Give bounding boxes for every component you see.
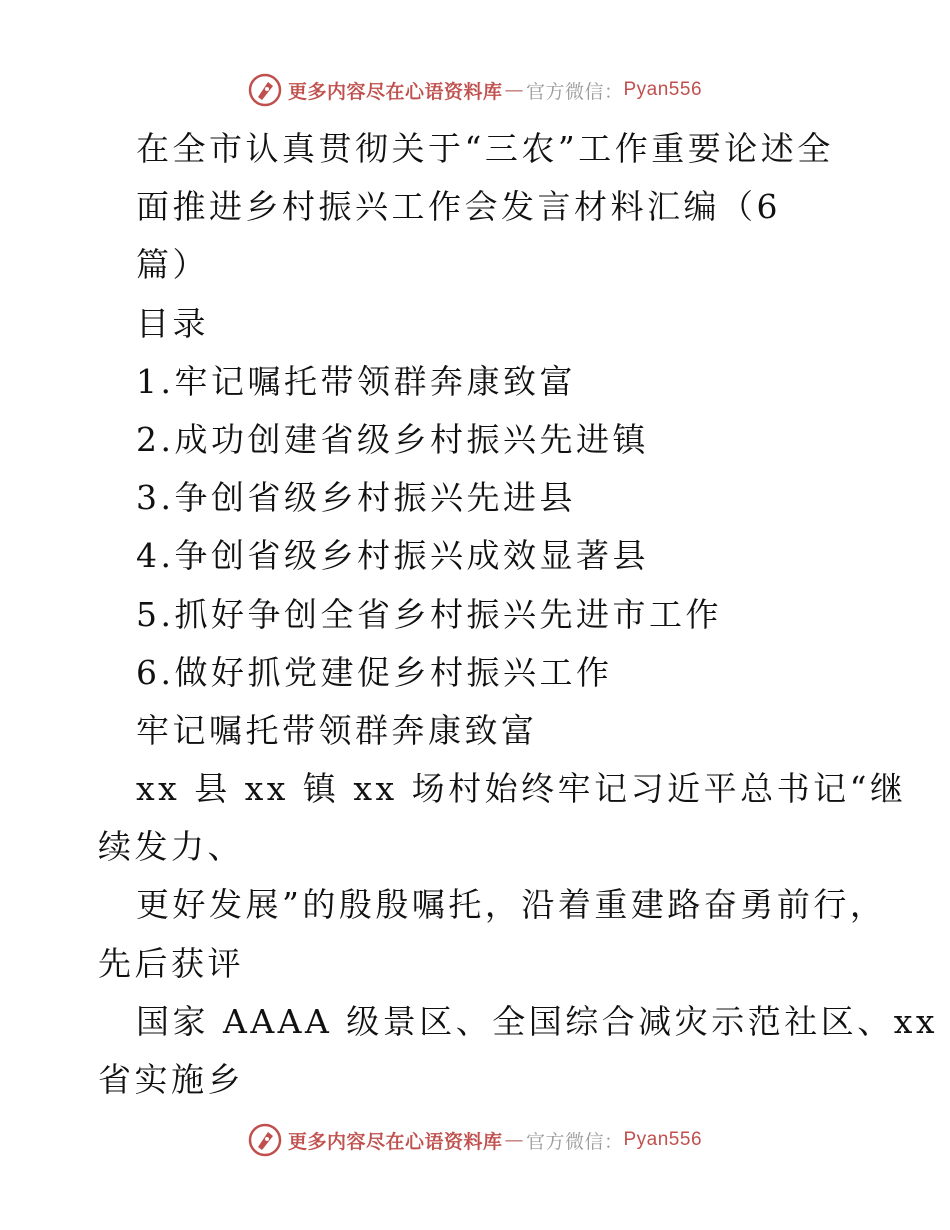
banner-wechat-id: Pyan556 — [623, 79, 703, 100]
banner-site-text: 更多内容尽在心语资料库 — [287, 1130, 503, 1153]
banner-dash: — — [504, 1129, 524, 1151]
document-body — [98, 120, 939, 1109]
toc-item-4: 4.争创省级乡村振兴成效显著县 — [136, 536, 649, 576]
document-title-line-2: 面推进乡村振兴工作会发言材料汇编（6 — [136, 187, 781, 227]
body-line-4: 先后获评 — [98, 943, 244, 983]
pen-nib-icon — [248, 1123, 282, 1157]
toc-item-1: 1.牢记嘱托带领群奔康致富 — [136, 361, 576, 401]
banner-site-text: 更多内容尽在心语资料库 — [287, 80, 503, 103]
banner-dash: — — [504, 79, 524, 101]
toc-item-3: 3.争创省级乡村振兴先进县 — [136, 478, 576, 518]
toc-item-2: 2.成功创建省级乡村振兴先进镇 — [136, 419, 649, 459]
toc-heading: 目录 — [136, 303, 209, 343]
toc-item-5: 5.抓好争创全省乡村振兴先进市工作 — [136, 594, 722, 634]
body-line-3: 更好发展”的殷殷嘱托，沿着重建路奋勇前行， — [136, 885, 887, 925]
section-title: 牢记嘱托带领群奔康致富 — [136, 710, 538, 750]
pen-nib-icon — [248, 73, 282, 107]
document-title-line-1: 在全市认真贯彻关于“三农”工作重要论述全 — [136, 129, 834, 168]
toc-item-6: 6.做好抓党建促乡村振兴工作 — [136, 652, 613, 692]
document-title-line-3: 篇） — [136, 245, 209, 285]
banner-wechat-label: 官方微信： — [525, 1130, 624, 1153]
banner-wechat-id: Pyan556 — [623, 1129, 703, 1150]
header-watermark-banner — [0, 70, 950, 110]
footer-watermark-banner — [0, 1120, 950, 1160]
body-line-5: 国家 AAAA 级景区、全国综合减灾示范社区、xx — [136, 1001, 939, 1041]
body-line-1: xx 县 xx 镇 xx 场村始终牢记习近平总书记“继 — [136, 769, 907, 809]
body-line-6: 省实施乡 — [98, 1060, 244, 1099]
body-line-2: 续发力、 — [98, 827, 244, 867]
banner-wechat-label: 官方微信： — [525, 80, 624, 103]
